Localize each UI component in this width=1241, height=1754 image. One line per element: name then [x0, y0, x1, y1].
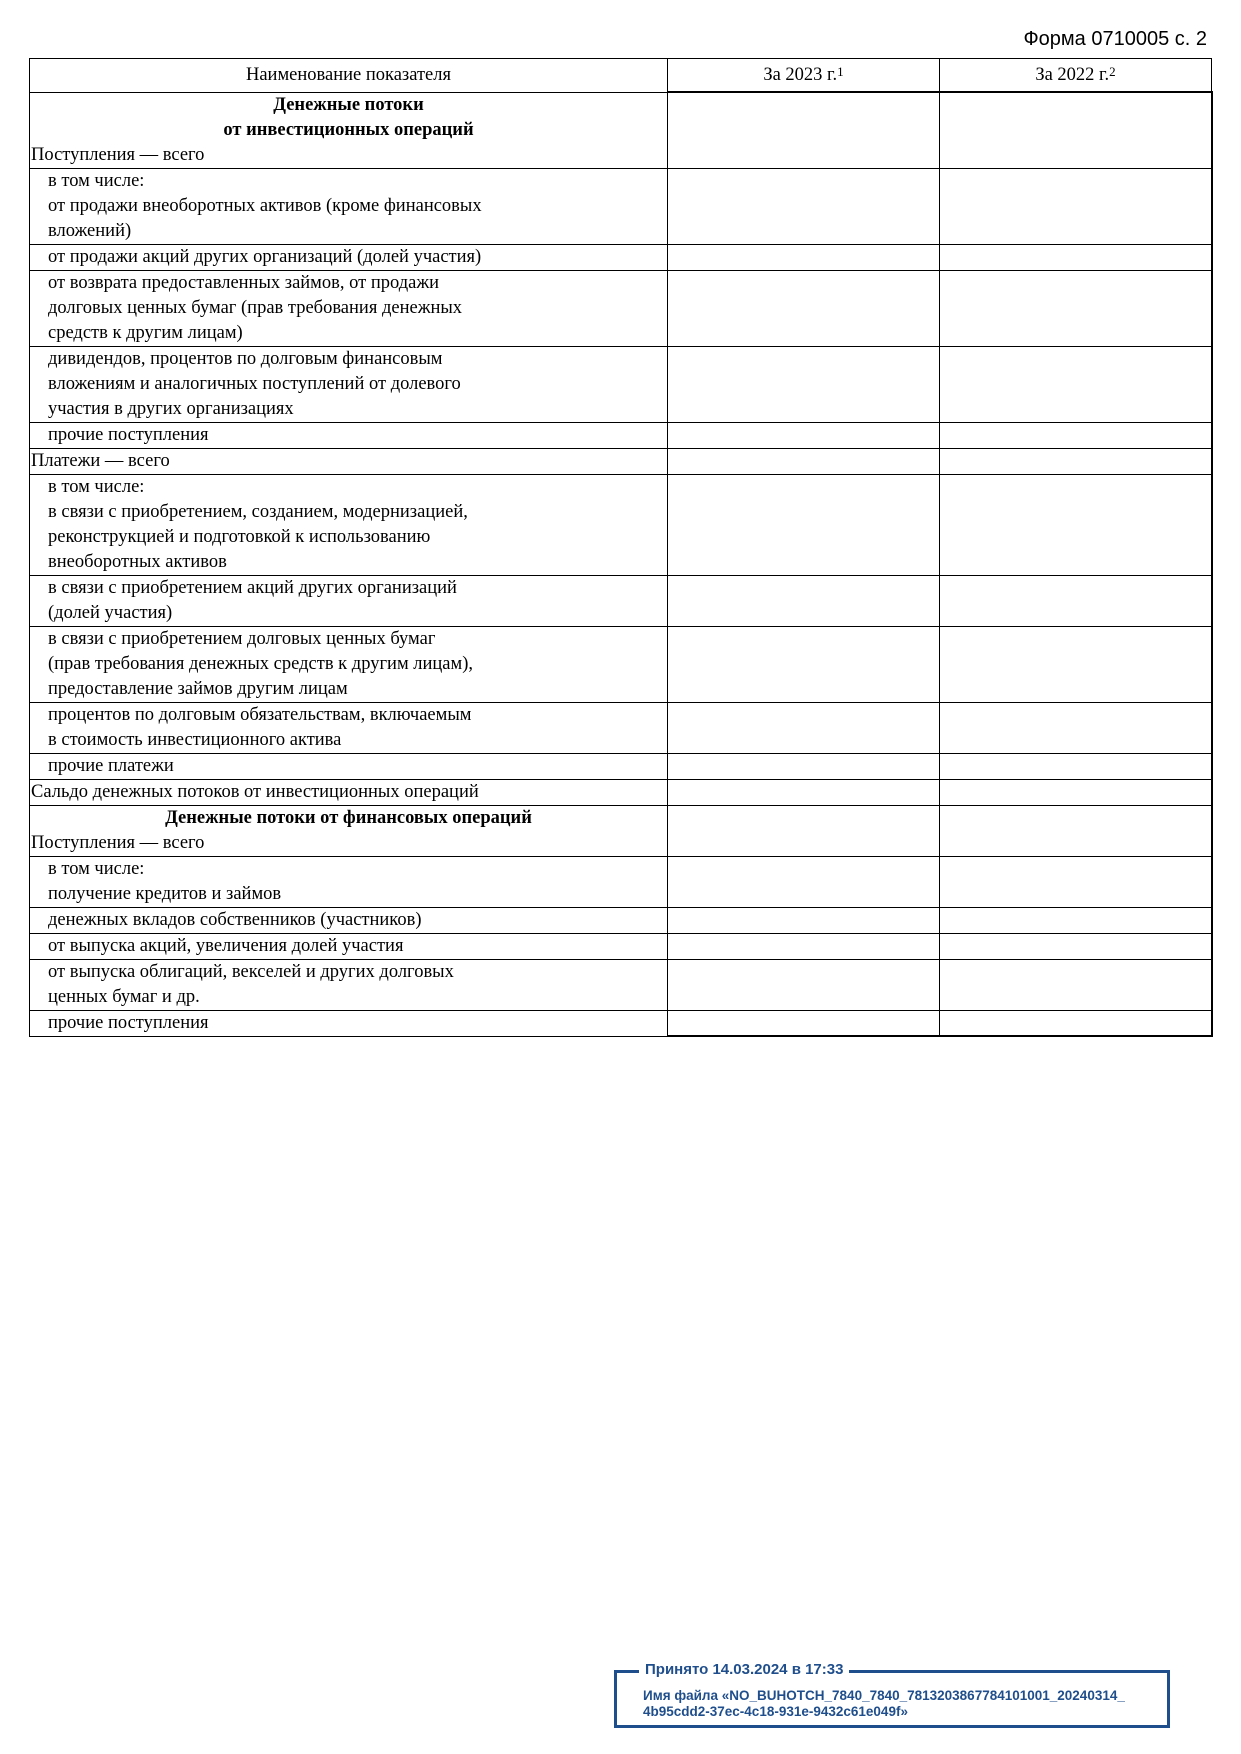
table-header-row	[30, 59, 1212, 93]
indicator-name-cell	[30, 753, 668, 779]
value-cell-2023	[668, 270, 940, 346]
value-cell-2022	[940, 270, 1212, 346]
indicator-label: Сальдо денежных потоков от инвестиционных операций	[31, 781, 479, 802]
indicator-name-cell	[30, 422, 668, 448]
value-cell-2022	[940, 346, 1212, 422]
table-row	[30, 779, 1212, 805]
indicator-name-cell	[30, 626, 668, 702]
column-header-2023	[668, 59, 940, 93]
cash-flow-table	[29, 58, 1213, 1037]
value-cell-2023	[668, 448, 940, 474]
column-header-name: Наименование показателя	[30, 59, 668, 93]
indicator-name-cell	[30, 856, 668, 907]
value-cell-2022	[940, 626, 1212, 702]
column-header-2022-label: За 2022 г.	[1035, 64, 1110, 85]
form-code: Форма 0710005 с. 2	[1023, 28, 1207, 50]
indicator-label: в связи с приобретением акций других организаций (долей участия)	[48, 577, 457, 623]
indicator-name-cell	[30, 1010, 668, 1036]
value-cell-2023	[668, 907, 940, 933]
table-row	[30, 907, 1212, 933]
table-row	[30, 753, 1212, 779]
acceptance-stamp	[614, 1661, 1170, 1728]
value-cell-2023	[668, 702, 940, 753]
value-cell-2023	[668, 474, 940, 575]
table-row	[30, 422, 1212, 448]
value-cell-2023	[668, 1010, 940, 1036]
footnote-mark-1: 1	[837, 63, 844, 79]
value-cell-2023	[668, 753, 940, 779]
indicator-name-cell	[30, 702, 668, 753]
value-cell-2022	[940, 422, 1212, 448]
value-cell-2022	[940, 959, 1212, 1010]
indicator-name-cell	[30, 575, 668, 626]
indicator-label: в связи с приобретением долговых ценных бумаг (прав требования денежных средств к другим лицам), предоставление займов другим лицам	[48, 628, 474, 699]
indicator-label: Поступления — всего	[31, 144, 205, 165]
indicator-label: прочие поступления	[48, 424, 209, 445]
table-row	[30, 346, 1212, 422]
indicator-label: в том числе: от продажи внеоборотных активов (кроме финансовых вложений)	[48, 170, 482, 241]
indicator-name-cell	[30, 346, 668, 422]
value-cell-2022	[940, 805, 1212, 856]
table-row	[30, 92, 1212, 168]
table-row	[30, 805, 1212, 856]
indicator-label: в том числе: получение кредитов и займов	[48, 858, 282, 904]
table-row	[30, 1010, 1212, 1036]
table-row	[30, 702, 1212, 753]
value-cell-2023	[668, 92, 940, 168]
value-cell-2023	[668, 933, 940, 959]
value-cell-2023	[668, 168, 940, 244]
section-heading: Денежные потоки от финансовых операций	[165, 807, 532, 828]
table-row	[30, 448, 1212, 474]
value-cell-2023	[668, 805, 940, 856]
value-cell-2022	[940, 474, 1212, 575]
indicator-name-cell	[30, 907, 668, 933]
value-cell-2022	[940, 933, 1212, 959]
indicator-label: прочие поступления	[48, 1012, 209, 1033]
value-cell-2023	[668, 422, 940, 448]
value-cell-2023	[668, 626, 940, 702]
indicator-label: прочие платежи	[48, 755, 174, 776]
indicator-label: дивидендов, процентов по долговым финансовым вложениям и аналогичных поступлений от долевого участия в других организациях	[48, 348, 461, 419]
indicator-name-cell	[30, 933, 668, 959]
table-row	[30, 168, 1212, 244]
section-heading: Денежные потоки от инвестиционных операций	[223, 94, 474, 140]
value-cell-2022	[940, 753, 1212, 779]
value-cell-2022	[940, 1010, 1212, 1036]
indicator-name-cell	[30, 779, 668, 805]
table-row	[30, 575, 1212, 626]
column-header-2022	[940, 59, 1212, 93]
indicator-label: от выпуска акций, увеличения долей участия	[48, 935, 404, 956]
stamp-file-line-1: Имя файла «NO_BUHOTCH_7840_7840_7813203867784101001_20240314_	[643, 1688, 1125, 1703]
indicator-name-cell	[30, 805, 668, 856]
indicator-label: от продажи акций других организаций (долей участия)	[48, 246, 482, 267]
indicator-label: от выпуска облигаций, векселей и других долговых ценных бумаг и др.	[48, 961, 454, 1007]
value-cell-2023	[668, 575, 940, 626]
indicator-name-cell	[30, 270, 668, 346]
indicator-label: Поступления — всего	[31, 832, 205, 853]
table-row	[30, 270, 1212, 346]
indicator-label: от возврата предоставленных займов, от продажи долговых ценных бумаг (прав требования денежных средств к другим лицам)	[48, 272, 463, 343]
table-row	[30, 856, 1212, 907]
stamp-title: Принято 14.03.2024 в 17:33	[639, 1661, 849, 1679]
value-cell-2022	[940, 244, 1212, 270]
value-cell-2023	[668, 346, 940, 422]
indicator-name-cell	[30, 244, 668, 270]
stamp-file-line-2: 4b95cdd2-37ec-4c18-931e-9432c61e049f»	[643, 1704, 908, 1719]
indicator-name-cell	[30, 92, 668, 168]
footnote-mark-2: 2	[1109, 63, 1116, 79]
value-cell-2023	[668, 959, 940, 1010]
indicator-name-cell	[30, 448, 668, 474]
table-row	[30, 474, 1212, 575]
indicator-label: в том числе: в связи с приобретением, созданием, модернизацией, реконструкцией и подготовкой к использованию внеоборотных активов	[48, 476, 468, 572]
value-cell-2022	[940, 856, 1212, 907]
table-row	[30, 244, 1212, 270]
value-cell-2022	[940, 448, 1212, 474]
value-cell-2022	[940, 575, 1212, 626]
column-header-2023-label: За 2023 г.	[763, 64, 838, 85]
indicator-label: денежных вкладов собственников (участников)	[48, 909, 422, 930]
value-cell-2022	[940, 779, 1212, 805]
indicator-name-cell	[30, 168, 668, 244]
table-row	[30, 959, 1212, 1010]
value-cell-2022	[940, 702, 1212, 753]
stamp-body	[643, 1688, 1125, 1720]
indicator-label: Платежи — всего	[31, 450, 170, 471]
value-cell-2023	[668, 856, 940, 907]
value-cell-2022	[940, 168, 1212, 244]
value-cell-2022	[940, 92, 1212, 168]
indicator-name-cell	[30, 959, 668, 1010]
indicator-label: процентов по долговым обязательствам, включаемым в стоимость инвестиционного актива	[48, 704, 472, 750]
table-row	[30, 933, 1212, 959]
indicator-name-cell	[30, 474, 668, 575]
value-cell-2022	[940, 907, 1212, 933]
table-row	[30, 626, 1212, 702]
value-cell-2023	[668, 244, 940, 270]
value-cell-2023	[668, 779, 940, 805]
